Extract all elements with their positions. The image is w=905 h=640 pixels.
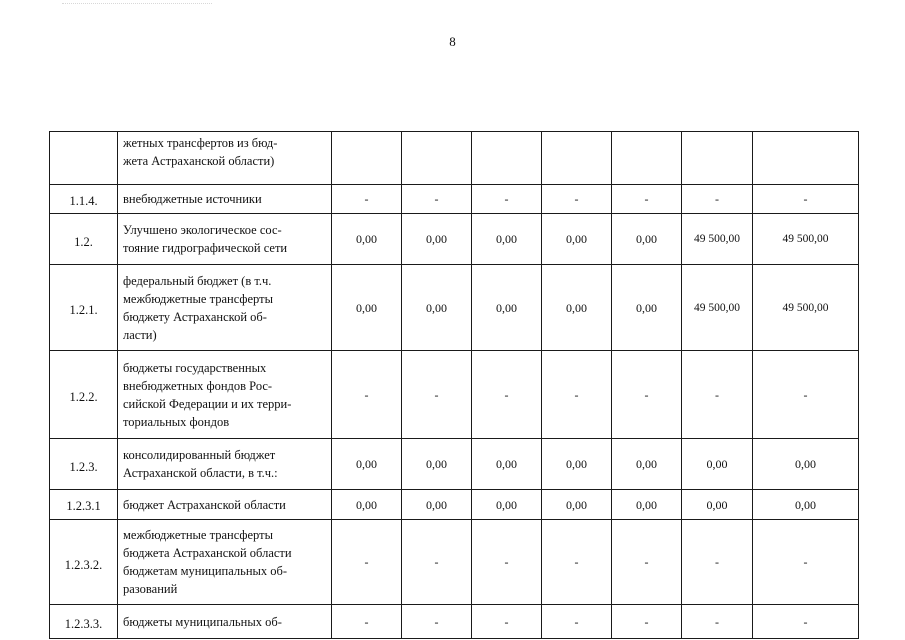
row-name-cell [118,351,332,439]
value-cell: - [753,520,859,605]
table-row [50,605,859,639]
value-cell: - [612,605,682,639]
table-row [50,132,859,185]
value-cell: - [682,605,753,639]
budget-table-body [50,132,859,639]
value-cell: - [402,605,472,639]
row-name-line: ласти) [123,327,157,342]
value-cell: - [612,185,682,214]
value-cell [753,132,859,185]
value-cell: 0,00 [332,265,402,351]
value-cell: 0,00 [612,439,682,490]
row-name-line: Астраханской области, в т.ч.: [123,466,278,480]
row-number-cell: 1.2.3. [50,439,118,490]
value-cell: - [682,351,753,439]
row-name-line: бюджета Астраханской области [123,546,292,560]
value-cell [542,132,612,185]
value-cell: - [332,520,402,605]
value-cell: - [472,605,542,639]
table-row [50,265,859,351]
value-cell [682,132,753,185]
row-name-line: межбюджетные трансферты [123,528,273,542]
value-cell: 49 500,00 [753,214,859,265]
row-name-cell [118,265,332,351]
table-row [50,490,859,520]
value-cell [402,132,472,185]
value-cell: - [612,351,682,439]
table-row [50,185,859,214]
value-cell: 0,00 [402,265,472,351]
row-name-cell [118,520,332,605]
value-cell: - [332,351,402,439]
table-row [50,214,859,265]
value-cell: - [542,605,612,639]
value-cell: - [753,351,859,439]
value-cell: 0,00 [542,490,612,520]
value-cell: - [472,351,542,439]
row-name-line: бюджет Астраханской области [123,497,286,512]
row-name-cell [118,132,332,185]
row-name-line: жета Астраханской области) [123,154,275,168]
value-cell: 0,00 [402,490,472,520]
value-cell: - [402,351,472,439]
value-cell: 0,00 [332,490,402,520]
value-cell: 49 500,00 [682,214,753,265]
table-row [50,351,859,439]
value-cell: - [753,185,859,214]
value-cell: - [332,185,402,214]
value-cell [472,132,542,185]
value-cell: - [542,520,612,605]
table-row [50,520,859,605]
value-cell: - [542,351,612,439]
row-name-line: межбюджетные трансферты [123,291,273,306]
row-name-line: федеральный бюджет (в т.ч. [123,273,272,288]
value-cell: 0,00 [612,490,682,520]
value-cell: 0,00 [682,439,753,490]
value-cell: - [612,520,682,605]
value-cell: - [472,185,542,214]
value-cell: 0,00 [753,439,859,490]
row-name-cell [118,490,332,520]
row-name-line: сийской Федерации и их терри- [123,396,292,411]
value-cell: 0,00 [542,265,612,351]
row-name-line: Улучшено экологическое сос- [123,223,282,237]
value-cell: 0,00 [402,439,472,490]
value-cell: - [753,605,859,639]
row-number-cell: 1.2.2. [50,351,118,439]
value-cell: 0,00 [332,214,402,265]
page-number: 8 [449,34,456,49]
row-name-line: бюджеты государственных [123,360,267,375]
value-cell: 49 500,00 [682,265,753,351]
row-name-cell [118,214,332,265]
value-cell: - [332,605,402,639]
row-name-line: ториальных фондов [123,414,230,429]
row-name-line: бюджеты муниципальных об- [123,614,282,629]
value-cell [612,132,682,185]
value-cell: 0,00 [472,439,542,490]
value-cell: - [682,185,753,214]
row-name-line: тояние гидрографической сети [123,241,288,255]
value-cell: 0,00 [472,490,542,520]
value-cell: - [402,185,472,214]
value-cell: - [542,185,612,214]
row-name-cell [118,439,332,490]
value-cell: 0,00 [332,439,402,490]
value-cell: - [402,520,472,605]
row-name-cell [118,185,332,214]
value-cell: 0,00 [402,214,472,265]
value-cell: 0,00 [612,214,682,265]
row-number-cell: 1.1.4. [50,185,118,214]
value-cell [332,132,402,185]
row-name-line: разований [123,582,178,596]
value-cell: 0,00 [542,214,612,265]
row-number-cell: 1.2.3.3. [50,605,118,639]
row-number-cell: 1.2.3.1 [50,490,118,520]
value-cell: - [682,520,753,605]
value-cell: 0,00 [542,439,612,490]
row-name-line: консолидированный бюджет [123,448,276,462]
value-cell: - [472,520,542,605]
row-number-cell: 1.2.1. [50,265,118,351]
row-name-line: внебюджетных фондов Рос- [123,378,273,393]
row-number-cell [50,132,118,185]
row-name-line: внебюджетные источники [123,192,262,206]
value-cell: 49 500,00 [753,265,859,351]
row-name-line: жетных трансфертов из бюд- [123,136,278,150]
row-name-line: бюджетам муниципальных об- [123,564,288,578]
value-cell: 0,00 [682,490,753,520]
value-cell: 0,00 [612,265,682,351]
value-cell: 0,00 [472,214,542,265]
scan-artifact [62,3,212,6]
table-row [50,439,859,490]
value-cell: 0,00 [472,265,542,351]
budget-table [49,131,859,639]
row-number-cell: 1.2.3.2. [50,520,118,605]
row-name-cell [118,605,332,639]
row-name-line: бюджету Астраханской об- [123,309,267,324]
row-number-cell: 1.2. [50,214,118,265]
value-cell: 0,00 [753,490,859,520]
